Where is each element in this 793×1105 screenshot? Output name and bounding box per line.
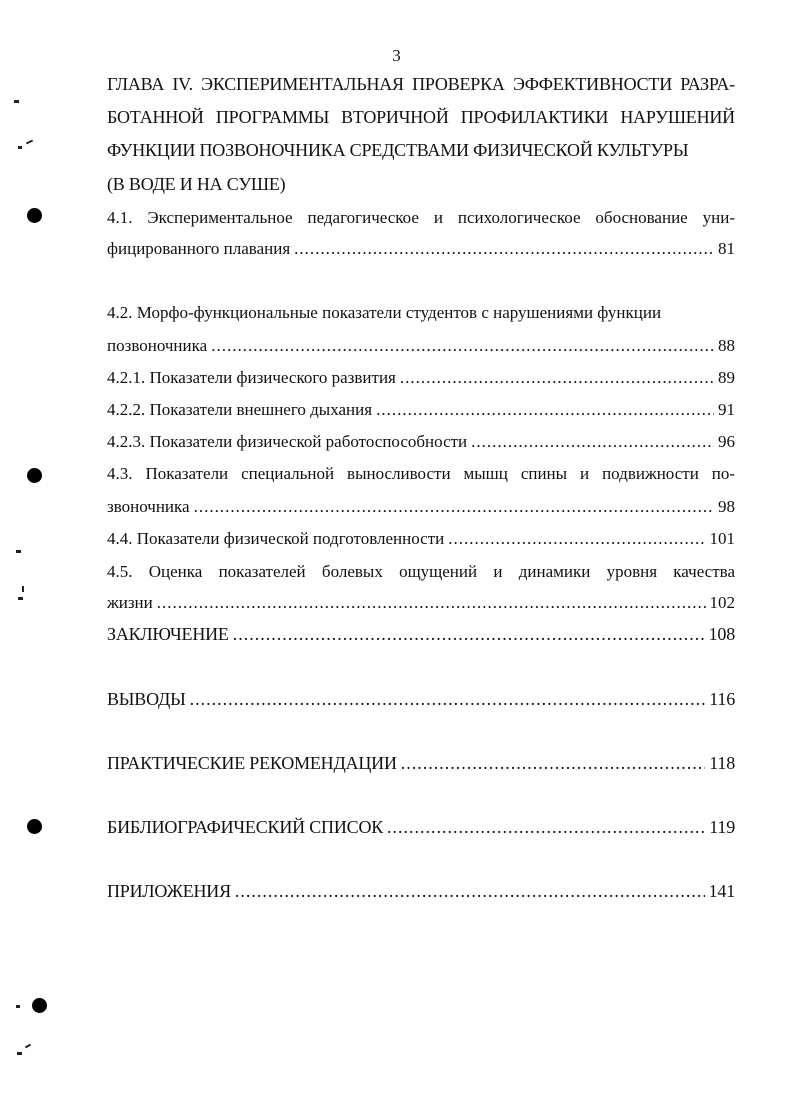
leader-dots: [387, 816, 705, 838]
toc-entry-text: 4.1. Экспериментальное педагогическое и психологическое обоснование уни-: [107, 208, 735, 227]
leader-dots: [194, 496, 714, 518]
leader-dots: [400, 367, 714, 389]
toc-page-number: 141: [708, 881, 735, 901]
punch-hole-mark: [32, 998, 47, 1013]
chapter-heading-line-3: ФУНКЦИИ ПОЗВОНОЧНИКА СРЕДСТВАМИ ФИЗИЧЕСКОЙ КУЛЬТУРЫ: [107, 140, 689, 160]
page-number: 3: [392, 46, 401, 65]
scan-speck: [26, 140, 33, 145]
toc-entry-text: БИБЛИОГРАФИЧЕСКИЙ СПИСОК: [107, 817, 384, 837]
toc-entry-text: 4.3. Показатели специальной выносливости мышц спины и подвижности по-: [107, 464, 735, 483]
toc-page-number: 118: [709, 753, 735, 773]
toc-page-number: 81: [718, 239, 735, 258]
scan-speck: [25, 1044, 31, 1049]
toc-entry-4-2-3[interactable]: [107, 431, 735, 453]
toc-entry-text: ВЫВОДЫ: [107, 689, 186, 709]
scan-speck: [22, 586, 24, 592]
leader-dots: [233, 623, 705, 645]
toc-page-number: 98: [718, 497, 735, 516]
scan-speck: [16, 1005, 20, 1008]
toc-entry-text: ПРИЛОЖЕНИЯ: [107, 881, 231, 901]
leader-dots: [157, 592, 706, 614]
toc-page-number: 89: [718, 368, 735, 387]
leader-dots: [471, 431, 714, 453]
chapter-heading-line-2: БОТАННОЙ ПРОГРАММЫ ВТОРИЧНОЙ ПРОФИЛАКТИКИ НАРУШЕНИЙ: [107, 107, 735, 127]
leader-dots: [235, 880, 705, 902]
toc-entry-text: позвоночника: [107, 336, 208, 355]
toc-page-number: 102: [709, 593, 735, 612]
toc-entry-text: 4.2. Морфо-функциональные показатели студентов с нарушениями функции: [107, 303, 662, 322]
punch-hole-mark: [27, 208, 42, 223]
chapter-heading-line-4: (В ВОДЕ И НА СУШЕ): [107, 174, 286, 194]
scan-speck: [17, 1052, 22, 1055]
toc-page-number: 101: [709, 529, 735, 548]
toc-entry-text: 4.2.2. Показатели внешнего дыхания: [107, 400, 373, 419]
toc-entry-4-4[interactable]: [107, 528, 735, 550]
toc-entry-text: звоночника: [107, 497, 190, 516]
toc-page-number: 119: [709, 817, 735, 837]
leader-dots: [376, 399, 714, 421]
leader-dots: [401, 752, 706, 774]
toc-entry-text: фицированного плавания: [107, 239, 291, 258]
toc-entry-text: 4.4. Показатели физической подготовленности: [107, 529, 445, 548]
toc-entry-bibliography[interactable]: [107, 816, 735, 838]
toc-entry-text: 4.2.1. Показатели физического развития: [107, 368, 396, 387]
scan-speck: [18, 146, 22, 149]
toc-entry-conclusion[interactable]: [107, 623, 735, 645]
chapter-heading-line-1: ГЛАВА IV. ЭКСПЕРИМЕНТАЛЬНАЯ ПРОВЕРКА ЭФФЕКТИВНОСТИ РАЗРА-: [107, 74, 735, 94]
punch-hole-mark: [27, 468, 42, 483]
scan-speck: [16, 550, 21, 553]
leader-dots: [448, 528, 705, 550]
toc-page-number: 96: [718, 432, 735, 451]
toc-entry-text: ЗАКЛЮЧЕНИЕ: [107, 624, 229, 644]
leader-dots: [294, 238, 714, 260]
toc-page-number: 108: [708, 624, 735, 644]
toc-page-number: 116: [709, 689, 735, 709]
toc-entry-text: 4.5. Оценка показателей болевых ощущений и динамики уровня качества: [107, 562, 735, 581]
scan-speck: [14, 100, 19, 103]
toc-entry-text: ПРАКТИЧЕСКИЕ РЕКОМЕНДАЦИИ: [107, 753, 397, 773]
toc-entry-recommendations[interactable]: [107, 752, 735, 774]
punch-hole-mark: [27, 819, 42, 834]
scan-speck: [18, 597, 23, 600]
toc-entry-text: жизни: [107, 593, 153, 612]
leader-dots: [211, 335, 714, 357]
toc-entry-4-2-1[interactable]: [107, 367, 735, 389]
toc-entry-4-2-2[interactable]: [107, 399, 735, 421]
toc-page-number: 91: [718, 400, 735, 419]
toc-page-number: 88: [718, 336, 735, 355]
toc-entry-findings[interactable]: [107, 688, 735, 710]
toc-entry-appendices[interactable]: [107, 880, 735, 902]
leader-dots: [190, 688, 706, 710]
toc-entry-text: 4.2.3. Показатели физической работоспособности: [107, 432, 468, 451]
